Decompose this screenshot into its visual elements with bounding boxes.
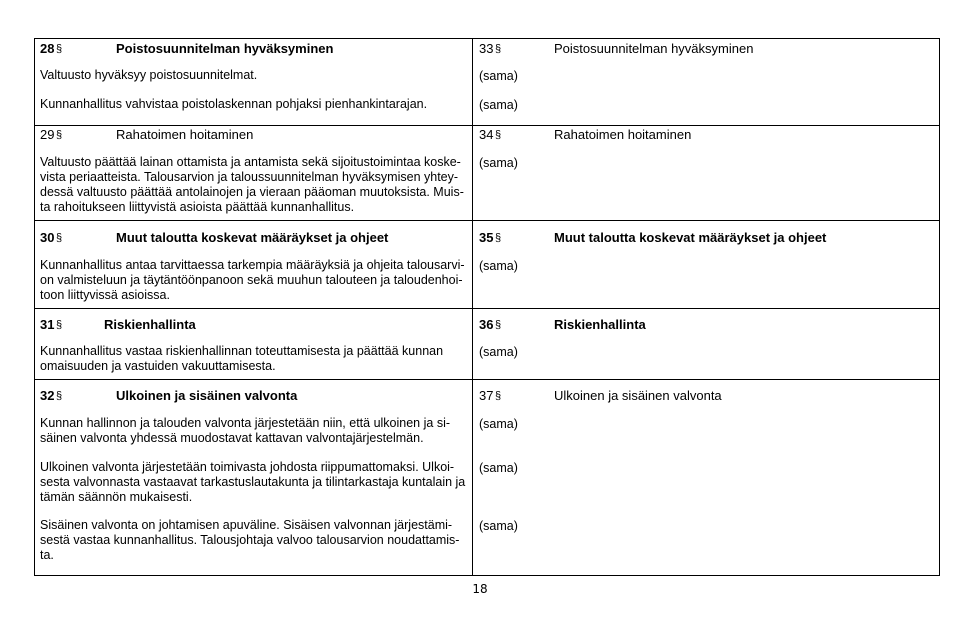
section-number: 30 xyxy=(40,230,55,245)
row-divider xyxy=(35,125,939,126)
paragraph-line: tämän säännön mukaisesti. xyxy=(40,490,193,504)
paragraph-line: säinen valvonta yhdessä muodostavat kattavan valvontajärjestelmän. xyxy=(40,431,424,445)
paragraph-line: Kunnanhallitus vastaa riskienhallinnan toteuttamisesta ja päättää kunnan xyxy=(40,344,444,358)
row-divider xyxy=(35,379,939,380)
section-number: 32 xyxy=(40,388,55,403)
section-title-left: Poistosuunnitelman hyväksyminen xyxy=(116,41,334,56)
section-heading-left xyxy=(40,127,63,142)
paragraph-line: Valtuusto päättää lainan ottamista ja antamista sekä sijoitustoimintaa koske- xyxy=(40,155,461,169)
section-heading-right xyxy=(479,317,502,332)
section-title-left: Muut taloutta koskevat määräykset ja ohjeet xyxy=(116,230,389,245)
section-heading-left xyxy=(40,317,63,332)
section-sign: § xyxy=(56,390,63,402)
same-note: (sama) xyxy=(479,519,518,533)
paragraph: Valtuusto hyväksyy poistosuunnitelmat. xyxy=(40,68,258,82)
section-sign: § xyxy=(495,390,502,402)
row-divider xyxy=(35,220,939,221)
section-sign: § xyxy=(56,43,63,55)
paragraph-line: Sisäinen valvonta on johtamisen apuväline. Sisäisen valvonnan järjestämi- xyxy=(40,518,453,532)
section-number: 35 xyxy=(479,230,494,245)
page-number: 18 xyxy=(472,582,488,596)
same-note: (sama) xyxy=(479,156,518,170)
paragraph-line: ta rahoitukseen liittyvistä asioista päättää kunnanhallitus. xyxy=(40,200,355,214)
section-title-left: Rahatoimen hoitaminen xyxy=(116,127,254,142)
section-number: 36 xyxy=(479,317,494,332)
section-number: 37 xyxy=(479,388,494,403)
same-note: (sama) xyxy=(479,259,518,273)
section-sign: § xyxy=(56,129,63,141)
section-sign: § xyxy=(495,232,502,244)
section-sign: § xyxy=(56,319,63,331)
section-heading-right xyxy=(479,230,502,245)
section-heading-left xyxy=(40,41,63,56)
section-title-right: Poistosuunnitelman hyväksyminen xyxy=(554,41,754,56)
section-title-right: Riskienhallinta xyxy=(554,317,646,332)
section-title-right: Muut taloutta koskevat määräykset ja ohjeet xyxy=(554,230,827,245)
section-number: 28 xyxy=(40,41,55,56)
section-sign: § xyxy=(495,319,502,331)
paragraph-line: omaisuuden ja vastuiden vakuuttamisesta. xyxy=(40,359,276,373)
same-note: (sama) xyxy=(479,461,518,475)
section-title-right: Ulkoinen ja sisäinen valvonta xyxy=(554,388,722,403)
paragraph-line: Ulkoinen valvonta järjestetään toimivasta johdosta riippumattomaksi. Ulkoi- xyxy=(40,460,455,474)
section-sign: § xyxy=(495,129,502,141)
paragraph-line: vista periaatteista. Talousarvion ja taloussuunnitelman hyväksymisen yhtey- xyxy=(40,170,459,184)
same-note: (sama) xyxy=(479,69,518,83)
section-heading-right xyxy=(479,127,502,142)
document-table xyxy=(34,38,940,576)
section-heading-right xyxy=(479,41,502,56)
paragraph-line: Kunnan hallinnon ja talouden valvonta järjestetään niin, että ulkoinen ja si- xyxy=(40,416,451,430)
same-note: (sama) xyxy=(479,417,518,431)
paragraph-line: sesta valvonnasta vastaavat tarkastuslautakunta ja tilintarkastaja kuntalain ja xyxy=(40,475,466,489)
section-number: 29 xyxy=(40,127,55,142)
section-heading-right xyxy=(479,388,502,403)
section-heading-left xyxy=(40,230,63,245)
section-heading-left xyxy=(40,388,63,403)
paragraph-line: dessä valtuusto päättää antolainojen ja vieraan pääoman muutoksista. Muis- xyxy=(40,185,464,199)
paragraph-line: on valmisteluun ja täytäntöönpanoon sekä muuhun talouteen ja taloudenhoi- xyxy=(40,273,463,287)
section-number: 33 xyxy=(479,41,494,56)
column-divider xyxy=(472,39,473,575)
row-divider xyxy=(35,308,939,309)
paragraph-line: sestä vastaa kunnanhallitus. Talousjohtaja valvoo talousarvion noudattamis- xyxy=(40,533,460,547)
paragraph: Kunnanhallitus vahvistaa poistolaskennan pohjaksi pienhankintarajan. xyxy=(40,97,428,111)
paragraph-line: ta. xyxy=(40,548,54,562)
same-note: (sama) xyxy=(479,345,518,359)
section-sign: § xyxy=(56,232,63,244)
section-title-right: Rahatoimen hoitaminen xyxy=(554,127,692,142)
section-number: 31 xyxy=(40,317,55,332)
paragraph-line: toon liittyvissä asioissa. xyxy=(40,288,170,302)
section-title-left: Riskienhallinta xyxy=(104,317,196,332)
same-note: (sama) xyxy=(479,98,518,112)
section-title-left: Ulkoinen ja sisäinen valvonta xyxy=(116,388,298,403)
section-number: 34 xyxy=(479,127,494,142)
paragraph-line: Kunnanhallitus antaa tarvittaessa tarkempia määräyksiä ja ohjeita talousarvi- xyxy=(40,258,465,272)
section-sign: § xyxy=(495,43,502,55)
